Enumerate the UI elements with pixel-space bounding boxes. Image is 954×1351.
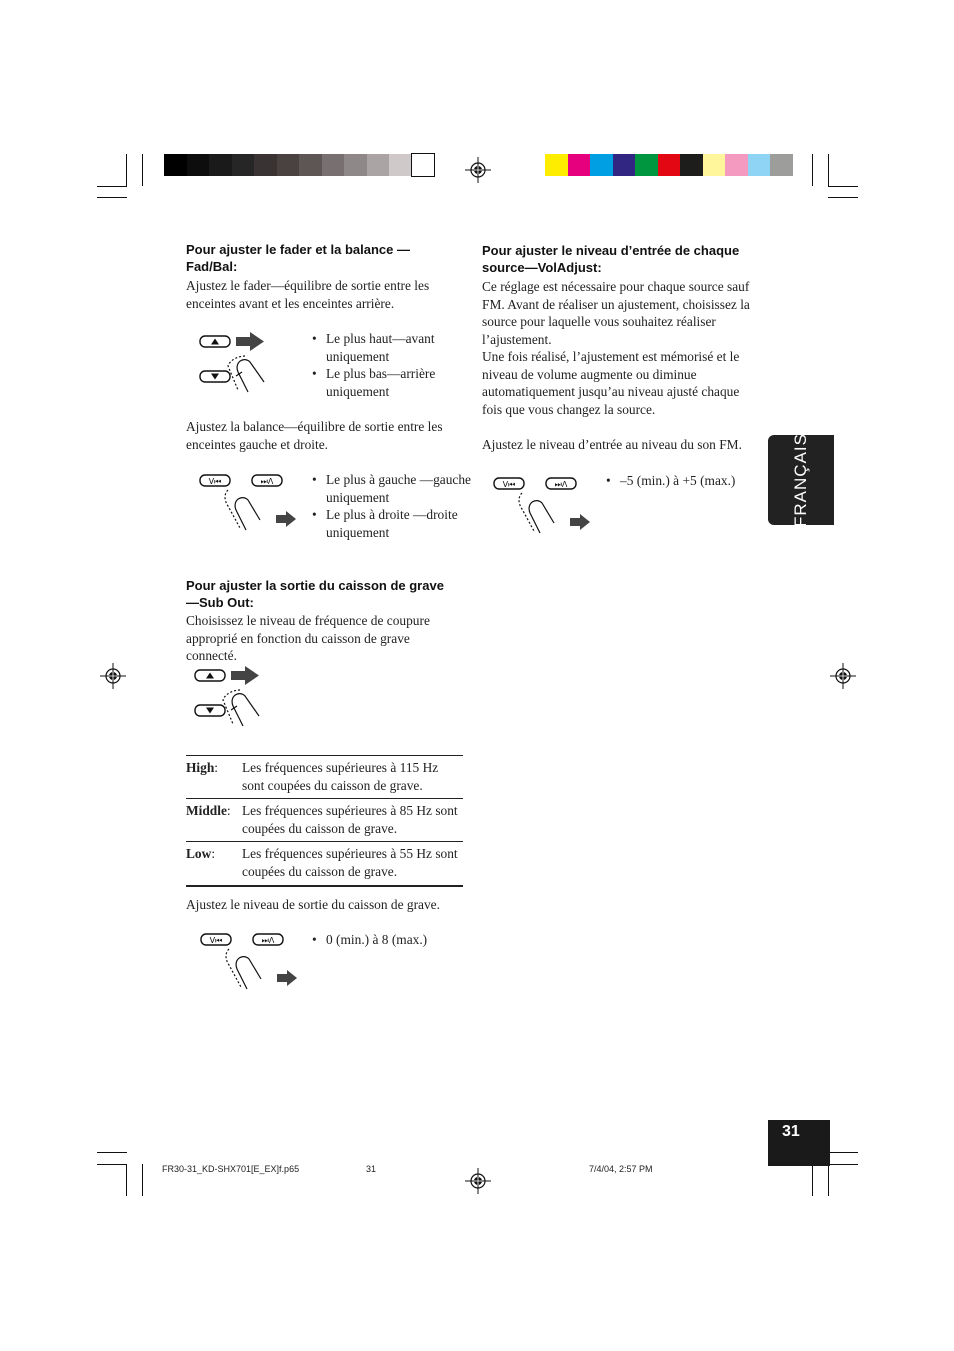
svg-text:⏭Λ: ⏭Λ: [260, 477, 274, 486]
arrow-right-icon: [276, 511, 296, 527]
sub-level-bullet: • 0 (min.) à 8 (max.): [312, 931, 476, 949]
color-swatch: [658, 154, 681, 176]
fader-bullet-1: • Le plus haut—avant uniquement: [312, 330, 476, 365]
finger-icon: [519, 493, 554, 533]
color-swatch: [322, 154, 345, 176]
table-term: Low: [186, 846, 212, 862]
color-swatch: [613, 154, 636, 176]
finger-icon: [225, 490, 260, 530]
color-swatch: [680, 154, 703, 176]
svg-text:⏭Λ: ⏭Λ: [261, 936, 275, 945]
down-button-icon: [195, 705, 225, 716]
language-label: FRANÇAIS: [791, 433, 810, 527]
finger-icon: [228, 356, 264, 392]
svg-text:V⏮: V⏮: [208, 477, 222, 486]
balance-bullet-2: • Le plus à droite —droite uniquement: [312, 506, 476, 541]
color-swatch: [545, 154, 568, 176]
color-swatch: [254, 154, 277, 176]
sub-out-level-text: Ajustez le niveau de sortie du caisson de grave.: [186, 897, 440, 912]
color-swatch: [568, 154, 591, 176]
registration-mark-icon: [100, 663, 126, 689]
table-row: Middle: Les fréquences supérieures à 85 Hz sont coupées du caisson de grave.: [186, 799, 463, 842]
table-description: Les fréquences supérieures à 55 Hz sont coupées du caisson de grave.: [242, 846, 458, 879]
previous-button-icon: [494, 478, 524, 489]
color-swatch: [299, 154, 322, 176]
sub-out-text: Choisissez le niveau de fréquence de coupure approprié en fonction du caisson de grave connecté.: [186, 613, 430, 664]
fader-bullet-2: • Le plus bas—arrière uniquement: [312, 365, 476, 400]
table-term: Middle: [186, 803, 227, 819]
color-swatch: [412, 154, 435, 176]
fader-heading: Pour ajuster le fader et la balance —Fad/Bal:: [186, 242, 410, 274]
table-row: High: Les fréquences supérieures à 115 Hz sont coupées du caisson de grave.: [186, 756, 463, 799]
svg-text:V⏮: V⏮: [502, 480, 516, 489]
balance-button-illustration: [198, 470, 298, 534]
color-swatch: [635, 154, 658, 176]
down-button-icon: [200, 371, 230, 382]
finger-icon: [223, 690, 259, 726]
table-row: Low: Les fréquences supérieures à 55 Hz sont coupées du caisson de grave.: [186, 842, 463, 886]
balance-text: Ajustez la balance—équilibre de sortie entre les enceintes gauche et droite.: [186, 419, 443, 452]
arrow-right-icon: [570, 514, 590, 530]
vol-adjust-text-1: Ce réglage est nécessaire pour chaque source sauf FM. Avant de réaliser un ajustement, choisissez la source pour laquelle vous souhaitez réaliser l’ajustement.: [482, 279, 750, 347]
vol-adjust-text-3: Ajustez le niveau d’entrée au niveau du son FM.: [482, 437, 742, 452]
next-button-icon: [546, 478, 576, 489]
page-number: 31: [782, 1123, 800, 1140]
language-side-tab: [768, 435, 834, 525]
fader-text: Ajustez le fader—équilibre de sortie entre les enceintes avant et les enceintes arrière.: [186, 278, 430, 311]
color-swatch: [277, 154, 300, 176]
next-button-icon: [252, 475, 282, 486]
footer-page: 31: [366, 1164, 377, 1174]
color-swatch: [209, 154, 232, 176]
table-description: Les fréquences supérieures à 85 Hz sont coupées du caisson de grave.: [242, 803, 458, 836]
color-swatch: [367, 154, 390, 176]
svg-text:V⏮: V⏮: [209, 936, 223, 945]
fader-button-illustration: [198, 328, 298, 396]
color-swatch: [389, 154, 412, 176]
up-button-icon: [195, 670, 225, 681]
color-swatch: [344, 154, 367, 176]
registration-mark-icon: [830, 663, 856, 689]
sub-out-button-illustration: [193, 662, 293, 730]
color-swatch: [164, 154, 187, 176]
color-swatch: [703, 154, 726, 176]
table-description: Les fréquences supérieures à 115 Hz sont coupées du caisson de grave.: [242, 760, 439, 793]
color-swatch: [725, 154, 748, 176]
page-number-box: [768, 1120, 830, 1166]
footer-filename: FR30-31_KD-SHX701[E_EX]f.p65: [162, 1164, 300, 1174]
vol-adjust-bullet: • –5 (min.) à +5 (max.): [606, 472, 770, 490]
sub-level-button-illustration: [199, 929, 299, 993]
color-swatch: [590, 154, 613, 176]
previous-button-icon: [200, 475, 230, 486]
arrow-right-icon: [277, 970, 297, 986]
up-button-icon: [200, 336, 230, 347]
balance-bullet-1: • Le plus à gauche —gauche uniquement: [312, 471, 476, 506]
registration-mark-icon: [465, 157, 491, 183]
previous-button-icon: [201, 934, 231, 945]
next-button-icon: [253, 934, 283, 945]
vol-adjust-button-illustration: [492, 473, 592, 537]
svg-text:⏭Λ: ⏭Λ: [554, 480, 568, 489]
color-swatch: [232, 154, 255, 176]
vol-adjust-text-2: Une fois réalisé, l’ajustement est mémorisé et le niveau de volume augmente ou diminue automatiquement jusqu’au niveau ajusté chaque fois que vous changez la source.: [482, 349, 740, 417]
table-term: High: [186, 760, 215, 775]
registration-mark-icon: [465, 1168, 491, 1194]
sub-out-heading: Pour ajuster la sortie du caisson de grave—Sub Out:: [186, 578, 444, 610]
finger-icon: [226, 949, 261, 989]
sub-out-frequency-table: [186, 755, 463, 887]
color-swatch: [187, 154, 210, 176]
arrow-right-icon: [231, 666, 259, 685]
footer-date: 7/4/04, 2:57 PM: [589, 1164, 653, 1174]
color-swatch: [748, 154, 771, 176]
arrow-right-icon: [236, 332, 264, 351]
color-swatch: [770, 154, 793, 176]
vol-adjust-heading: Pour ajuster le niveau d’entrée de chaque source—VolAdjust:: [482, 243, 740, 275]
